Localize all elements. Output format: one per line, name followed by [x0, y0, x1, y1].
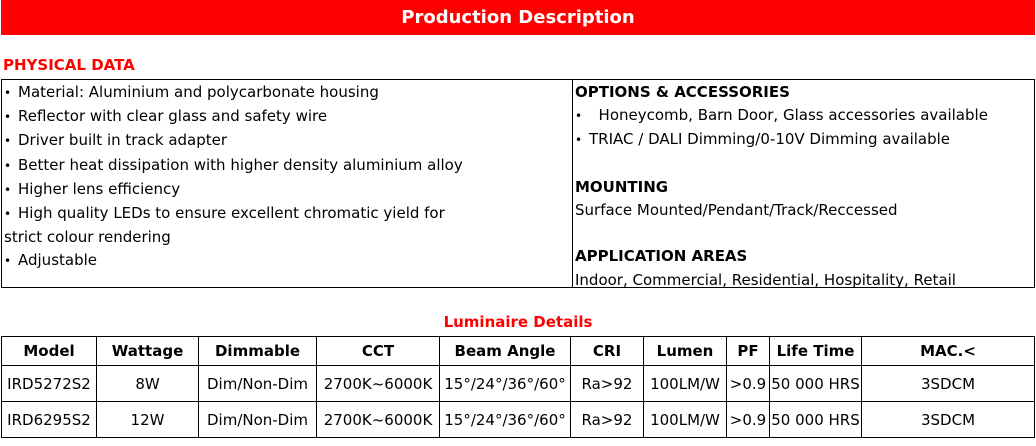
- application-text: Indoor, Commercial, Residential, Hospitality, Retail: [575, 270, 956, 289]
- list-item: • Driver built in track adapter: [4, 129, 572, 153]
- banner-title: Production Description: [401, 7, 635, 28]
- column-header: Wattage: [97, 337, 199, 366]
- physical-data-list: [2, 80, 573, 287]
- table-cell: IRD6295S2: [2, 402, 97, 438]
- column-header: CRI: [571, 337, 644, 366]
- table-cell: 2700K~6000K: [317, 366, 440, 402]
- table-row: [2, 402, 1035, 438]
- table-cell: 50 000 HRS: [770, 366, 862, 402]
- options-panel: [573, 80, 1034, 288]
- column-header: CCT: [317, 337, 440, 366]
- table-cell: 50 000 HRS: [770, 402, 862, 438]
- table-cell: Dim/Non-Dim: [199, 402, 317, 438]
- list-item-continuation: strict colour rendering: [4, 228, 171, 247]
- table-cell: 15°/24°/36°/60°: [440, 366, 571, 402]
- list-item: • Reflector with clear glass and safety wire: [4, 105, 572, 129]
- list-item: • Better heat dissipation with higher density aluminium alloy: [4, 154, 572, 178]
- table-cell: Ra>92: [571, 366, 644, 402]
- table-cell: 12W: [97, 402, 199, 438]
- column-header: Dimmable: [199, 337, 317, 366]
- list-item: • TRIAC / DALI Dimming/0-10V Dimming available: [575, 128, 1034, 152]
- column-header: Lumen: [644, 337, 727, 366]
- list-item: • High quality LEDs to ensure excellent chromatic yield for: [4, 202, 572, 226]
- column-header: Beam Angle: [440, 337, 571, 366]
- table-cell: 15°/24°/36°/60°: [440, 402, 571, 438]
- column-header: Model: [2, 337, 97, 366]
- spacer: [575, 153, 1034, 176]
- table-cell: Dim/Non-Dim: [199, 366, 317, 402]
- list-item: • Higher lens efficiency: [4, 178, 572, 202]
- luminaire-table: [1, 336, 1035, 438]
- table-cell: 100LM/W: [644, 366, 727, 402]
- options-title: OPTIONS & ACCESSORIES: [575, 83, 790, 101]
- mounting-title: MOUNTING: [575, 177, 669, 196]
- table-cell: 3SDCM: [862, 402, 1035, 438]
- list-item: • Honeycomb, Barn Door, Glass accessories available: [575, 104, 1034, 128]
- column-header: Life Time: [770, 337, 862, 366]
- table-row: [2, 366, 1035, 402]
- table-cell: >0.9: [727, 402, 770, 438]
- table-cell: IRD5272S2: [2, 366, 97, 402]
- application-title: APPLICATION AREAS: [575, 247, 748, 266]
- physical-data-title: PHYSICAL DATA: [3, 56, 135, 74]
- mounting-text: Surface Mounted/Pendant/Track/Reccessed: [575, 201, 898, 219]
- table-cell: >0.9: [727, 366, 770, 402]
- luminaire-details-title: Luminaire Details: [443, 313, 593, 331]
- section-banner: [1, 0, 1035, 35]
- table-cell: Ra>92: [571, 402, 644, 438]
- column-header: MAC.<: [862, 337, 1035, 366]
- list-item: • Adjustable: [4, 249, 572, 273]
- column-header: PF: [727, 337, 770, 366]
- spacer: [575, 222, 1034, 245]
- list-item: • Material: Aluminium and polycarbonate housing: [4, 81, 572, 105]
- physical-data-box: [1, 79, 1035, 288]
- table-header-row: [2, 337, 1035, 366]
- table-cell: 3SDCM: [862, 366, 1035, 402]
- table-cell: 100LM/W: [644, 402, 727, 438]
- table-cell: 8W: [97, 366, 199, 402]
- table-cell: 2700K~6000K: [317, 402, 440, 438]
